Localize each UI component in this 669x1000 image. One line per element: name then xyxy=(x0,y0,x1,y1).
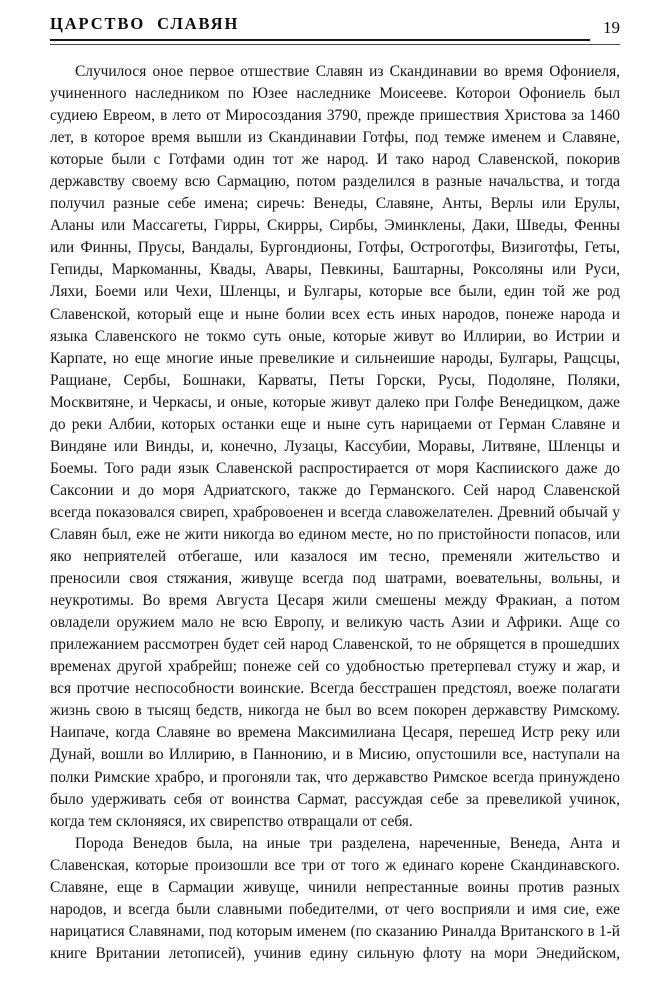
body-text xyxy=(50,61,620,965)
header-rule-thick xyxy=(50,39,590,41)
header-rule-thin xyxy=(50,44,620,45)
page-number: 19 xyxy=(603,18,620,37)
paragraph: Случилося оное первое отшествие Славян из Скандинавии во время Офониеля, учиненного наследником по Юзее наследнике Моисееве. Которои Офониель был судиею Евреом, в лето от Миросоздания 3790, прежде пришествия Христова за 1460 лет, в которое время вышли из Скандинавии Готфы, под темже именем и Славяне, которые были с Готфами один тот же народ. И тако народ Славенской, покорив державству своему всю Сармацию, потом разделился в разные начальства, и тогда получил разные себе имена; сиречь: Венеды, Славяне, Анты, Верлы или Ерулы, Аланы или Массагеты, Гирры, Скирры, Сирбы, Эминклены, Даки, Шведы, Фенны или Финны, Прусы, Вандалы, Бургондионы, Готфы, Остроготфы, Визиготфы, Геты, Гепиды, Маркоманны, Квады, Авары, Певкины, Баштарны, Роксоляны или Руси, Ляхи, Боеми или Чехи, Шленцы, и Булгары, которые все были, един той же род Славенской, который еще и ныне болии всех есть иных народов, понеже народа и языка Славенского не токмо суть оные, которые живут во Иллирии, во Истрии и Карпате, но еще многие иные превеликие и сильнеишие народы, Булгары, Ращсцы, Ращиане, Сербы, Бошнаки, Карваты, Петы Горски, Русы, Подоляне, Поляки, Москвитяне, и Черкасы, и оные, которые живут далеко при Голфе Венедицком, даже до реки Албии, которых останки еще и ныне суть нарицаеми от Герман Славяне и Виндяне или Винды, и, конечно, Лузацы, Кассубии, Моравы, Литвяне, Шленцы и Боемы. Того ради язык Славенской распростирается от моря Каспииского даже до Саксонии и до моря Адриатского, также до Германского. Сей народ Славенской всегда показовался свиреп, храбровоенен и всегда славожелателен. Древний обычай у Славян был, еже не жити никогда во едином месте, но по пристойности попасов, или яко неприятелей отбегаше, или казалося им тесно, пременяли жительство и преносили своя стяжания, живуще всегда под шатрами, воевательны, вольны, и неукротимы. Во время Августа Цесаря жили смешены между Фракиан, а потом овладели оружием мало не всю Европу, и великую часть Азии и Африки. Аще со прилежанием рассмотрен будет сей народ Славенской, то не обрящется в прошедших временах другой храбрейш; понеже сей со удобностью претерпевал стужу и жар, и вся протчие неспособности воинские. Всегда бесстрашен предстоял, воеже полагати жизнь свою в тысящ бедств, никогда не был во всем покорен державству Римскому. Наипаче, когда Славяне во времена Максимилиана Цесаря, перешед Истр реку или Дунай, вошли во Иллирию, в Паннонию, и в Мисию, опустошили все, наступали на полки Римские храбро, и прогоняли так, что державство Римское всегда принуждено было удерживать себя от воинства Сармат, рассуждая себе за превеликой учинок, когда тем склоняяся, их свирепство отвращали от себя. xyxy=(50,63,620,830)
running-header xyxy=(50,14,620,40)
paragraph: Порода Венедов была, на иные три разделена, нареченные, Венеда, Анта и Славенская, которые произошли все три от того ж единаго корене Скандинавского. Славяне, еще в Сармации живуще, чинили непрестанные воины против разных народов, и всегда были славными победителми, от чего восприяли и имя сие, еже нарицатися Славянами, под которым именем (по сказанию Риналда Вританского в 1-й книге Вритании летописей), учинив едину сильную флоту на мори Энедийском, xyxy=(50,834,620,962)
page-title: ЦАРСТВО СЛАВЯН xyxy=(50,14,240,33)
